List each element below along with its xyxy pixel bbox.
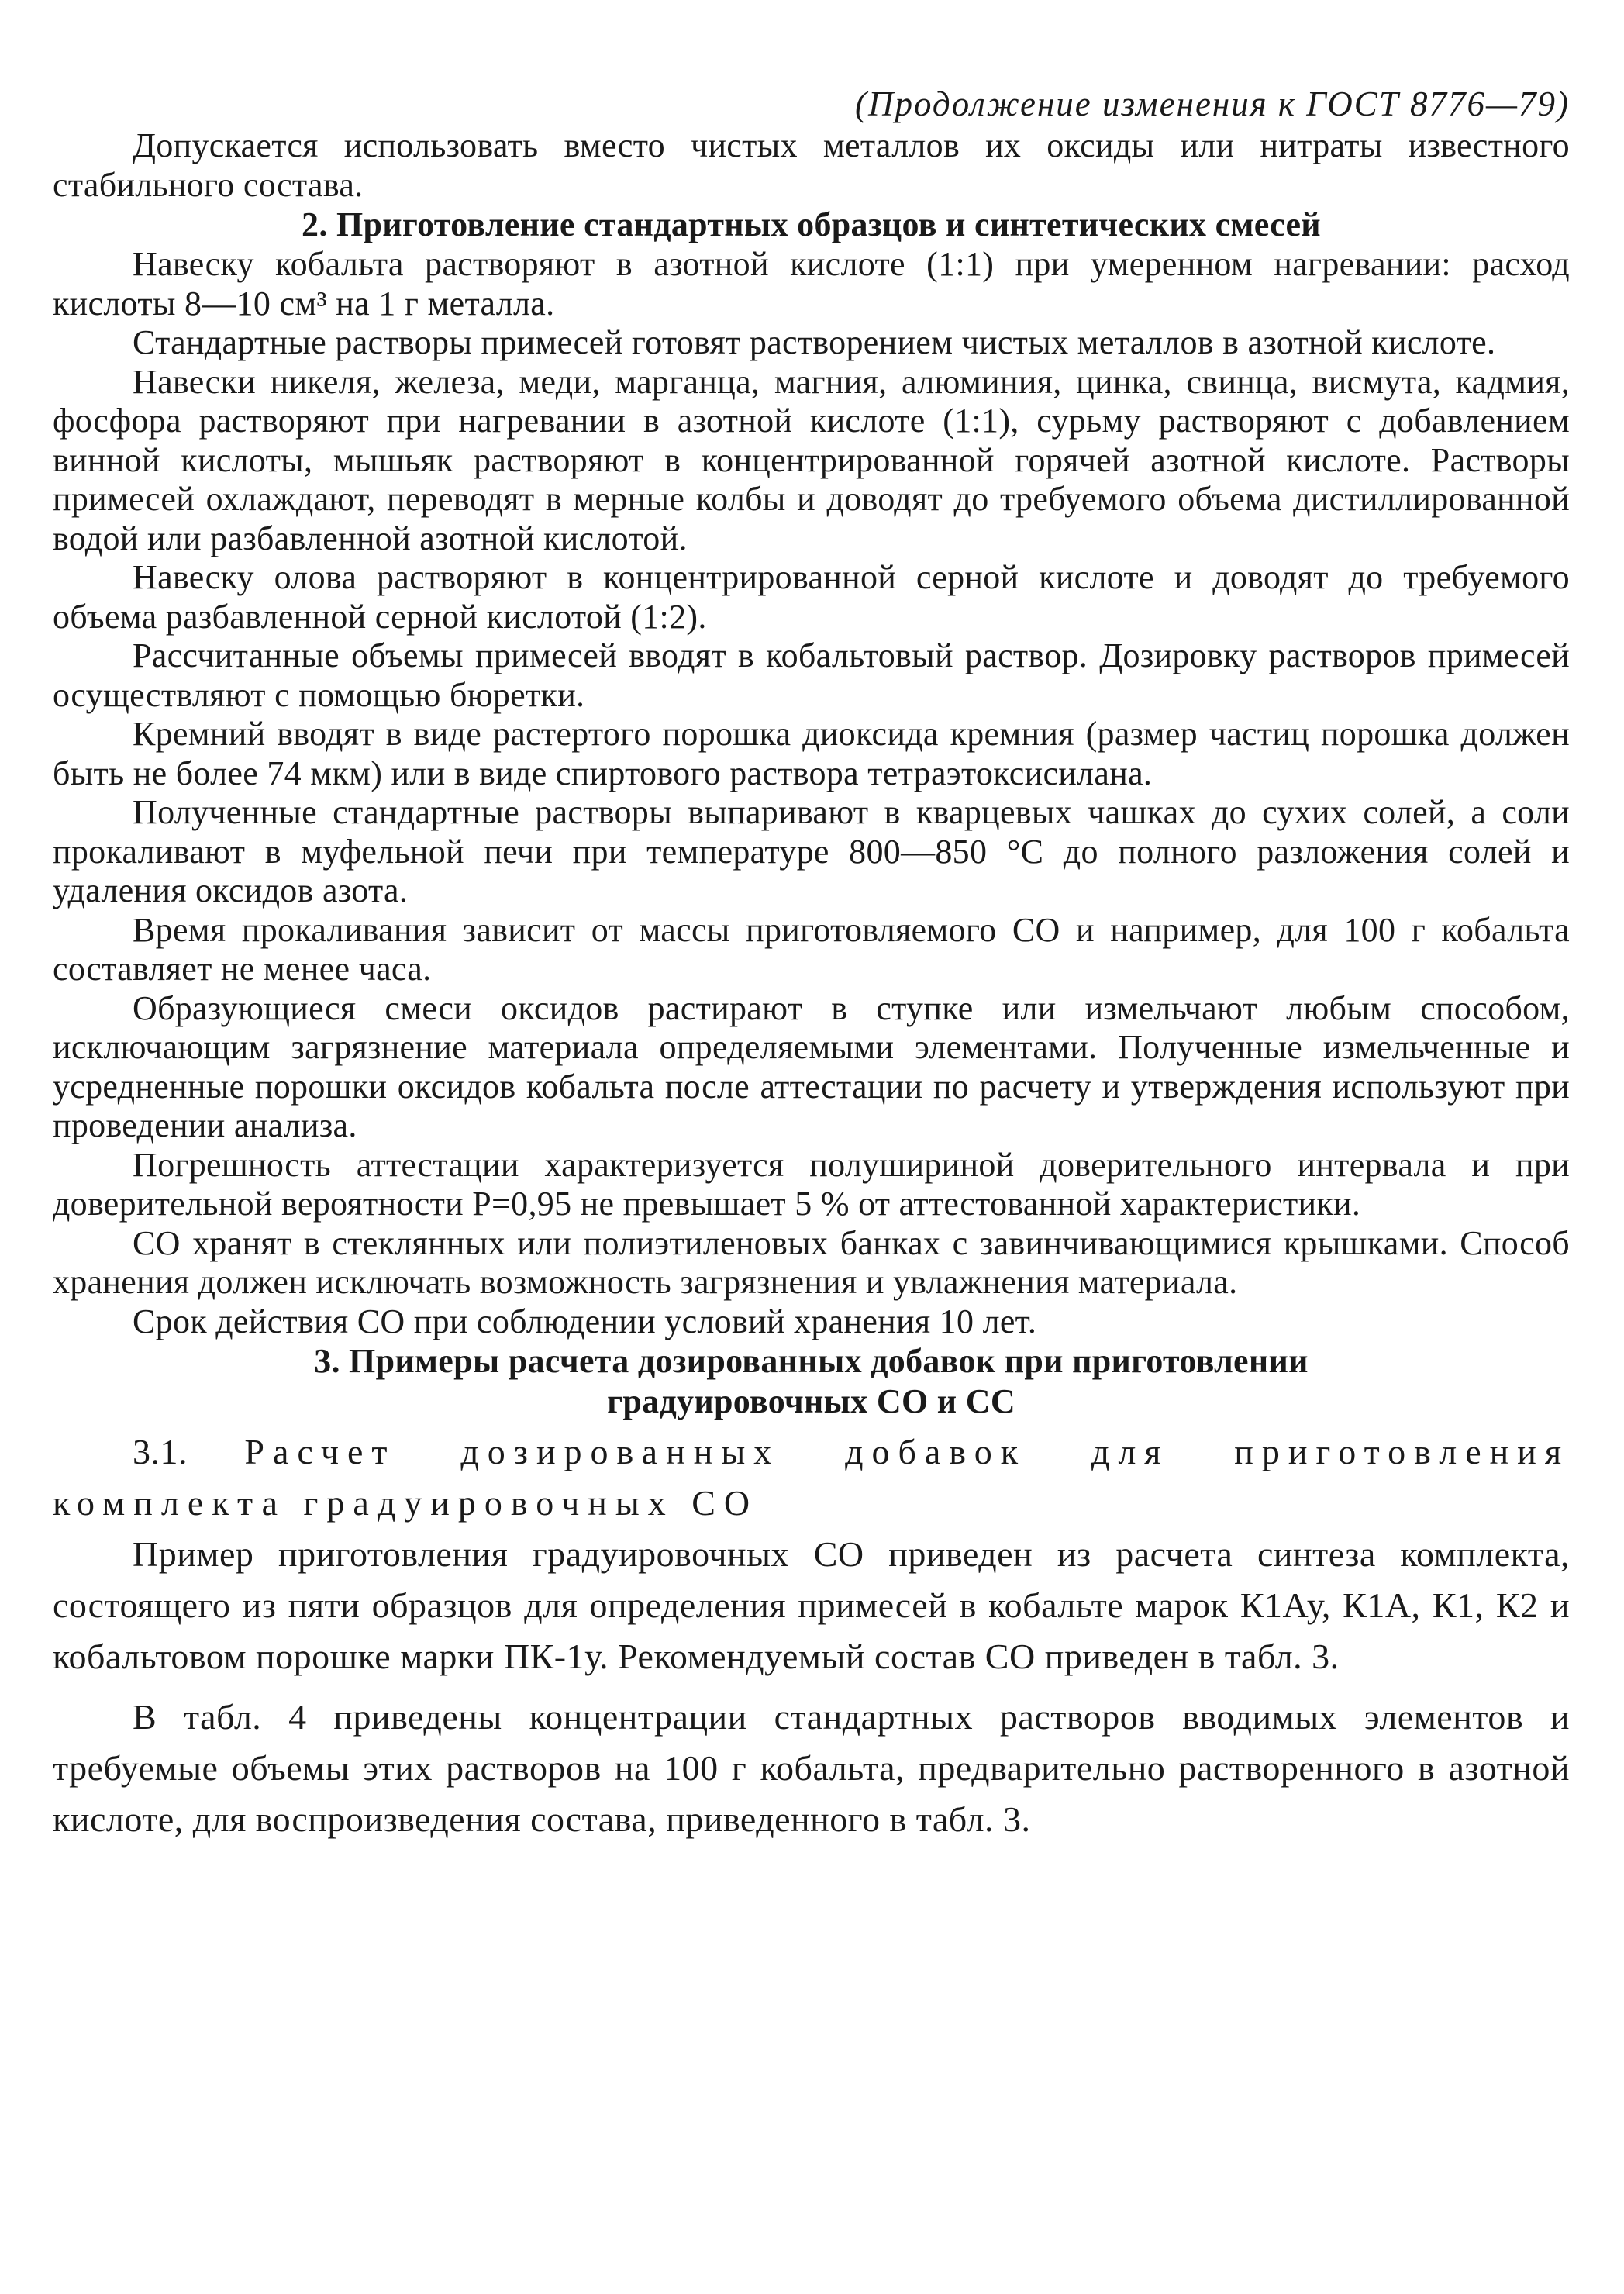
paragraph: Навеску кобальта растворяют в азотной кислоте (1:1) при умеренном нагревании: расход кислоты 8—10 см³ на 1 г металла. (53, 245, 1570, 323)
section-2-body (53, 245, 1570, 1341)
paragraph: Пример приготовления градуировочных СО приведен из расчета синтеза комплекта, состоящего из пяти образцов для определения примесей в кобальте марок К1Ау, К1А, К1, К2 и кобальтовом порошке марки ПК-1у. Рекомендуемый состав СО приведен в табл. 3. (53, 1534, 1570, 1676)
paragraph: Образующиеся смеси оксидов растирают в ступке или измельчают любым способом, исключающим загрязнение материала определяемыми элементами. Полученные измельченные и усредненные порошки оксидов кобальта после аттестации по расчету и утверждения используют при проведении анализа. (53, 988, 1570, 1144)
subsection-title: Расчет дозированных добавок для приготовления комплекта градуировочных СО (53, 1432, 1571, 1523)
paragraph: Навески никеля, железа, меди, марганца, магния, алюминия, цинка, свинца, висмута, кадмия, фосфора растворяют при нагревании в азотной кислоте (1:1), сурьму растворяют с добавлением винной кислоты, мышьяк растворяют в концентрированной горячей азотной кислоте. Растворы примесей охлаждают, переводят в мерные колбы и доводят до требуемого объема дистиллированной водой или разбавленной азотной кислотой. (53, 362, 1570, 557)
section-2-title: 2. Приготовление стандартных образцов и синтетических смесей (302, 205, 1321, 243)
paragraph: В табл. 4 приведены концентрации стандартных растворов вводимых элементов и требуемые объемы этих растворов на 100 г кобальта, предварительно растворенного в азотной кислоте, для воспроизведения состава, приведенного в табл. 3. (53, 1697, 1570, 1839)
paragraph: СО хранят в стеклянных или полиэтиленовых банках с завинчивающимися крышками. Способ хранения должен исключать возможность загрязнения и увлажнения материала. (53, 1223, 1570, 1301)
subsection-3-1-heading (53, 1426, 1570, 1529)
paragraph: Время прокаливания зависит от массы приготовляемого СО и например, для 100 г кобальта составляет не менее часа. (53, 910, 1570, 988)
paragraph: Срок действия СО при соблюдении условий хранения 10 лет. (133, 1302, 1037, 1340)
section-3-title-line2: градуировочных СО и СС (607, 1382, 1015, 1420)
page-header: (Продолжение изменения к ГОСТ 8776—79) (855, 85, 1570, 123)
paragraph: Навеску олова растворяют в концентрированной серной кислоте и доводят до требуемого объема разбавленной серной кислотой (1:2). (53, 558, 1570, 636)
subsection-number: 3.1. (133, 1432, 188, 1471)
paragraph: Кремний вводят в виде растертого порошка диоксида кремния (размер частиц порошка должен быть не более 74 мкм) или в виде спиртового раствора тетраэтоксисилана. (53, 715, 1570, 792)
document-page (53, 81, 1570, 1845)
paragraph: Стандартные растворы примесей готовят растворением чистых металлов в азотной кислоте. (133, 323, 1496, 361)
intro-paragraph: Допускается использовать вместо чистых металлов их оксиды или нитраты известного стабильного состава. (53, 126, 1570, 204)
section-3-title-line1: 3. Примеры расчета дозированных добавок при приготовлении (314, 1342, 1309, 1380)
paragraph: Рассчитанные объемы примесей вводят в кобальтовый раствор. Дозировку растворов примесей осуществляют с помощью бюретки. (53, 636, 1570, 714)
paragraph: Полученные стандартные растворы выпаривают в кварцевых чашках до сухих солей, а соли прокаливают в муфельной печи при температуре 800—850 °С до полного разложения солей и удаления оксидов азота. (53, 793, 1570, 909)
paragraph: Погрешность аттестации характеризуется полушириной доверительного интервала и при доверительной вероятности Р=0,95 не превышает 5 % от аттестованной характеристики. (53, 1145, 1570, 1223)
section-3-title (53, 1341, 1570, 1422)
